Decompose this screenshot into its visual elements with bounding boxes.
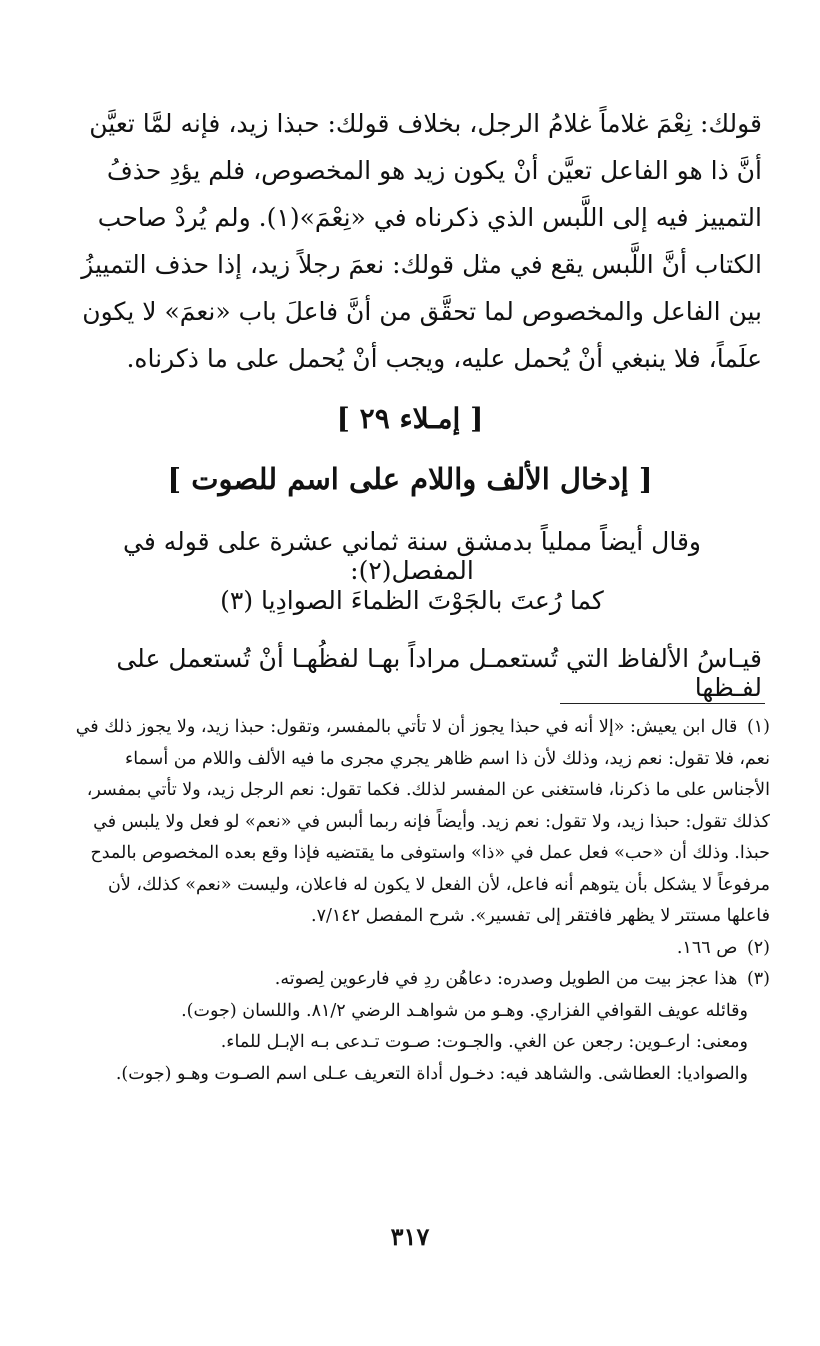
footnotes [62, 712, 770, 1090]
section-number: [ إمـلاء ٢٩ ] [336, 402, 484, 435]
verse-line: كما رُعتَ بالجَوْتَ الظماءَ الصوادِيا (٣) [220, 586, 604, 615]
footnote-divider [560, 703, 765, 704]
section-title: [ إدخال الألف واللام على اسم للصوت ] [167, 462, 653, 496]
footnote-text: هذا عجز بيت من الطويل وصدره: دعاهُن ردِ في فارعوين لِصوته. [274, 969, 738, 989]
footnote-3-line: وقائله عويف القوافي الفزاري. وهـو من شواهـد الرضي ٨١/٢. واللسان (جوت). [181, 1000, 748, 1021]
intro-line: وقال أيضاً مملياً بدمشق سنة ثماني عشرة على قوله في المفصل(٢): [123, 527, 701, 585]
paragraph-start: قيـاسُ الألفاظ التي تُستعمـل مراداً بهـا لفظُهـا أنْ تُستعمل على لفـظها [116, 644, 762, 702]
footnote-3 [62, 964, 770, 996]
footnote-marker: (٣) [746, 969, 770, 989]
footnote-marker: (٢) [746, 937, 770, 958]
footnote-2 [62, 933, 770, 965]
footnote-1 [62, 712, 770, 933]
footnote-3-line: ومعنى: ارعـوين: رجعن عن الغي. والجـوت: صـوت تـدعى بـه الإبـل للماء. [220, 1032, 748, 1052]
footnote-marker: (١) [746, 717, 770, 737]
footnote-text: قال ابن يعيش: «إلا أنه في حبذا يجوز أن لا تأتي بالمفسر، وتقول: حبذا زيد، ولا يجوز ذلك في نعم، فلا تقول: نعم زيد، وذلك لأن ذا اسم ظاهر يجري مجرى ما فيه الألف واللام من أسماء الأجناس على ما ذكرنا، فاستغنى عن المفسر لذلك. فكما تقول: نعم الرجل زيد، ولا تأتي بمفسر، كذلك تقول: حبذا زيد، ولا تقول: نعم زيد. وأيضاً فإنه ربما ألبس في «نعم» لو فعل ولا يلبس في حبذا. وذلك أن «حب» فعل عمل في «ذا» واستوفى ما يقتضيه فإذا وقع بعده المخصوص بالمدح مرفوعاً لا يشكل بأن يتوهم أنه فاعل، لأن الفعل لا يكون له فاعلان، وليست «نعم» كذلك، لأن فاعلها مستتر لا يظهر فافتقر إلى تفسير». شرح المفصل ٧/١٤٢. [75, 717, 770, 926]
main-text [62, 100, 762, 382]
footnote-3-line: والصواديا: العطاشى. والشاهد فيه: دخـول أداة التعريف عـلى اسم الصـوت وهـو (جوت). [115, 1063, 748, 1084]
footnote-text: ص ١٦٦. [676, 937, 738, 958]
paragraph: قولك: نِعْمَ غلاماً غلامُ الرجل، بخلاف قولك: حبذا زيد، فإنه لمَّا تعيَّن أنَّ ذا هو الفاعل تعيَّن أنْ يكون زيد هو المخصوص، فلم يؤدِ حذفُ التمييز فيه إلى اللَّبس الذي ذكرناه في «نِعْمَ»(١). ولم يُردْ صاحب الكتاب أنَّ اللَّبس يقع في مثل قولك: نعمَ رجلاً زيد، إذا حذف التمييزُ بين الفاعل والمخصوص لما تحقَّق من أنَّ فاعلَ باب «نعمَ» لا يكون علَماً، فلا ينبغي أنْ يُحمل عليه، ويجب أنْ يُحمل على ما ذكرناه. [81, 109, 762, 373]
page-number: ٣١٧ [390, 1222, 430, 1251]
